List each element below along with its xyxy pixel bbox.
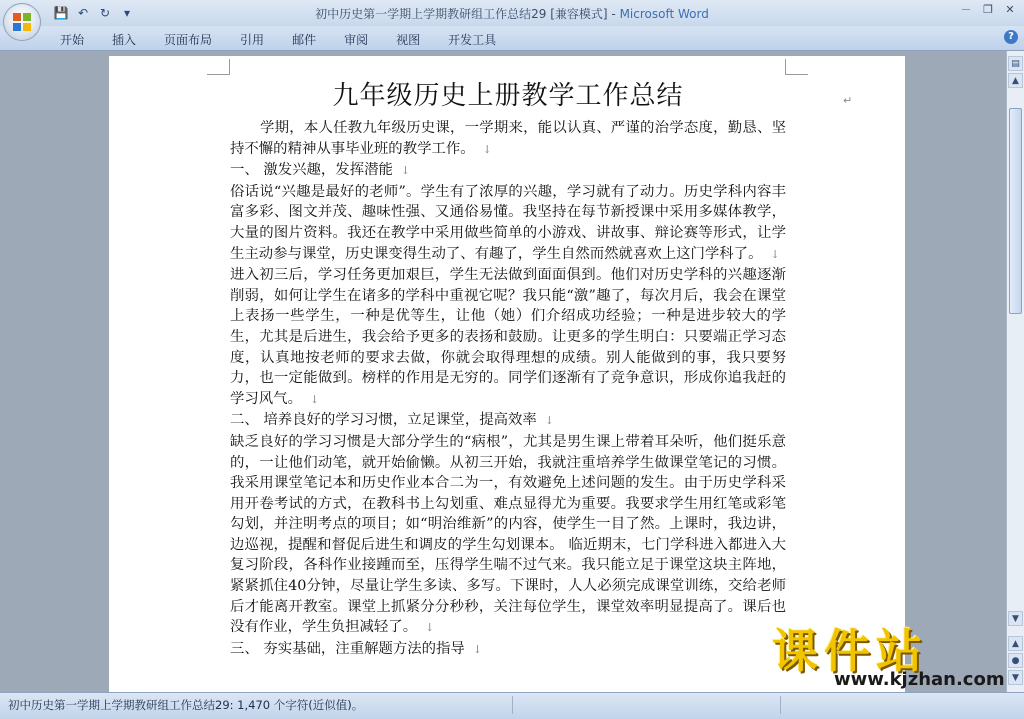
document-body[interactable] bbox=[230, 78, 786, 660]
ribbon bbox=[0, 26, 1024, 51]
document-title: 初中历史第一学期上学期教研组工作总结29 [兼容模式] - bbox=[315, 7, 620, 21]
status-divider bbox=[780, 696, 781, 714]
tab-developer[interactable]: 开发工具 bbox=[448, 33, 497, 47]
document-heading: 九年级历史上册教学工作总结 bbox=[332, 81, 684, 111]
document-workspace bbox=[0, 51, 1006, 692]
minimize-icon[interactable]: － bbox=[960, 3, 972, 16]
paragraph-text: 三、 夯实基础，注重解题方法的指导 bbox=[230, 640, 465, 657]
document-paragraph bbox=[230, 639, 786, 661]
browse-object-icon[interactable]: ● bbox=[1008, 653, 1023, 668]
paragraph-mark: ↓ bbox=[309, 392, 320, 406]
site-watermark bbox=[772, 615, 1022, 695]
title-paragraph-mark: ↵ bbox=[843, 94, 853, 107]
customize-qat-icon[interactable]: ▾ bbox=[123, 6, 131, 20]
document-page[interactable] bbox=[109, 56, 905, 692]
tab-insert[interactable]: 插入 bbox=[112, 33, 137, 47]
tab-page-layout[interactable]: 页面布局 bbox=[164, 33, 213, 47]
restore-icon[interactable]: ❐ bbox=[983, 3, 993, 16]
scroll-thumb[interactable] bbox=[1009, 108, 1022, 314]
paragraph-text: 二、 培养良好的学习习惯，立足课堂，提高效率 bbox=[230, 412, 537, 429]
scroll-down-icon[interactable]: ▼ bbox=[1008, 611, 1023, 626]
paragraph-list bbox=[230, 118, 786, 660]
vertical-scrollbar[interactable] bbox=[1006, 51, 1024, 692]
status-word-count[interactable]: 初中历史第一学期上学期教研组工作总结29: 1,470 个字符(近似值)。 bbox=[8, 698, 364, 712]
help-icon[interactable]: ? bbox=[1004, 30, 1018, 44]
tab-home[interactable]: 开始 bbox=[60, 33, 85, 47]
paragraph-text: 缺乏良好的学习习惯是大部分学生的“病根”，尤其是男生课上带着耳朵听，他们挺乐意的，一让他们动笔，就开始偷懒。从初三开始，我就注重培养学生做课堂笔记的习惯。我采用课堂笔记本和历史作业本合二为一，有效避免上述问题的发生。由于历史学科采用开卷考试的方式，在教科书上勾划重、难点显得尤为重要。我要求学生用红笔或彩笔勾划，并注明考点的项目；如“明治维新”的内容，使学生一目了然。上课时，我边讲，边巡视，提醒和督促后进生和调皮的学生勾划课本。 临近期末，七门学科进入都进入大复习阶段，各科作业接踵而至，压得学生喘不过气来。我只能立足于课堂这块主阵地，紧紧抓住40分钟，尽量让学生多读、多写。下课时，人人必须完成课堂训练，交给老师后才能离开教室。课堂上抓紧分分秒秒，关注每位学生，课堂效率明显提高了。课后也没有作业，学生负担减轻了。 bbox=[230, 433, 786, 636]
tab-references[interactable]: 引用 bbox=[240, 33, 265, 47]
paragraph-text: 进入初三后，学习任务更加艰巨，学生无法做到面面俱到。他们对历史学科的兴趣逐渐削弱，如何让学生在诸多的学科中重视它呢？我只能“激”趣了，每次月后，我会在课堂上表扬一些学生，一种是优等生，让他（她）们介绍成功经验；一种是进步较大的学生，尤其是后进生，我会给予更多的表扬和鼓励。让更多的学生明白：只要端正学习态度，认真地按老师的要求去做，你就会取得理想的成绩。别人能做到的事，我只要努力，也一定能做到。榜样的作用是无穷的。同学们逐渐有了竞争意识，形成你追我赶的学习风气。 bbox=[230, 267, 786, 407]
paragraph-mark: ↓ bbox=[544, 414, 554, 428]
scroll-up-icon[interactable]: ▲ bbox=[1008, 73, 1023, 88]
document-paragraph bbox=[230, 265, 786, 410]
paragraph-mark: ↓ bbox=[425, 621, 435, 635]
margin-corner-top-left bbox=[207, 59, 230, 75]
document-paragraph bbox=[230, 432, 786, 639]
app-name: Microsoft Word bbox=[619, 7, 709, 21]
tab-mailings[interactable]: 邮件 bbox=[292, 33, 317, 47]
close-icon[interactable]: ✕ bbox=[1005, 3, 1015, 16]
paragraph-text: 学期，本人任教九年级历史课，一学期来，能以认真、严谨的治学态度，勤恳、坚持不懈的精神从事毕业班的教学工作。 bbox=[230, 120, 786, 157]
watermark-logo-text: 课件站 bbox=[772, 624, 928, 678]
redo-icon[interactable]: ↻ bbox=[99, 6, 111, 20]
paragraph-text: 一、 激发兴趣，发挥潜能 bbox=[230, 162, 393, 179]
undo-icon[interactable]: ↶ bbox=[77, 6, 89, 20]
paragraph-mark: ↓ bbox=[770, 247, 780, 261]
title-bar bbox=[0, 0, 1024, 26]
save-icon[interactable]: 💾 bbox=[53, 6, 69, 20]
status-divider bbox=[512, 696, 513, 714]
window-controls bbox=[956, 2, 1020, 18]
margin-corner-top-right bbox=[785, 59, 808, 75]
tab-review[interactable]: 审阅 bbox=[344, 33, 369, 47]
document-paragraph bbox=[230, 160, 786, 182]
paragraph-mark: ↓ bbox=[482, 142, 492, 156]
watermark-url: www.kjzhan.com bbox=[834, 669, 1005, 690]
previous-page-icon[interactable]: ▲ bbox=[1008, 636, 1023, 651]
document-paragraph bbox=[230, 182, 786, 265]
paragraph-mark: ↓ bbox=[472, 642, 483, 656]
document-paragraph bbox=[230, 118, 786, 160]
ribbon-tabs bbox=[46, 29, 510, 49]
status-bar bbox=[0, 692, 1024, 719]
window-title bbox=[0, 5, 1024, 22]
tab-view[interactable]: 视图 bbox=[396, 33, 421, 47]
office-button[interactable] bbox=[3, 3, 41, 41]
ruler-toggle-icon[interactable]: ▤ bbox=[1008, 56, 1023, 71]
paragraph-mark: ↓ bbox=[400, 164, 411, 178]
office-logo-icon bbox=[12, 12, 32, 32]
next-page-icon[interactable]: ▼ bbox=[1008, 670, 1023, 685]
paragraph-text: 俗话说“兴趣是最好的老师”。学生有了浓厚的兴趣，学习就有了动力。历史学科内容丰富多彩、图文并茂、趣味性强、又通俗易懂。我坚持在每节新授课中采用多媒体教学，大量的图片资料。我还在教学中采用做些简单的小游戏、讲故事、辩论赛等形式，让学生主动参与课堂，历史课变得生动了、有趣了，学生自然而然就喜欢上这门学科了。 bbox=[230, 183, 786, 262]
document-paragraph bbox=[230, 410, 786, 432]
